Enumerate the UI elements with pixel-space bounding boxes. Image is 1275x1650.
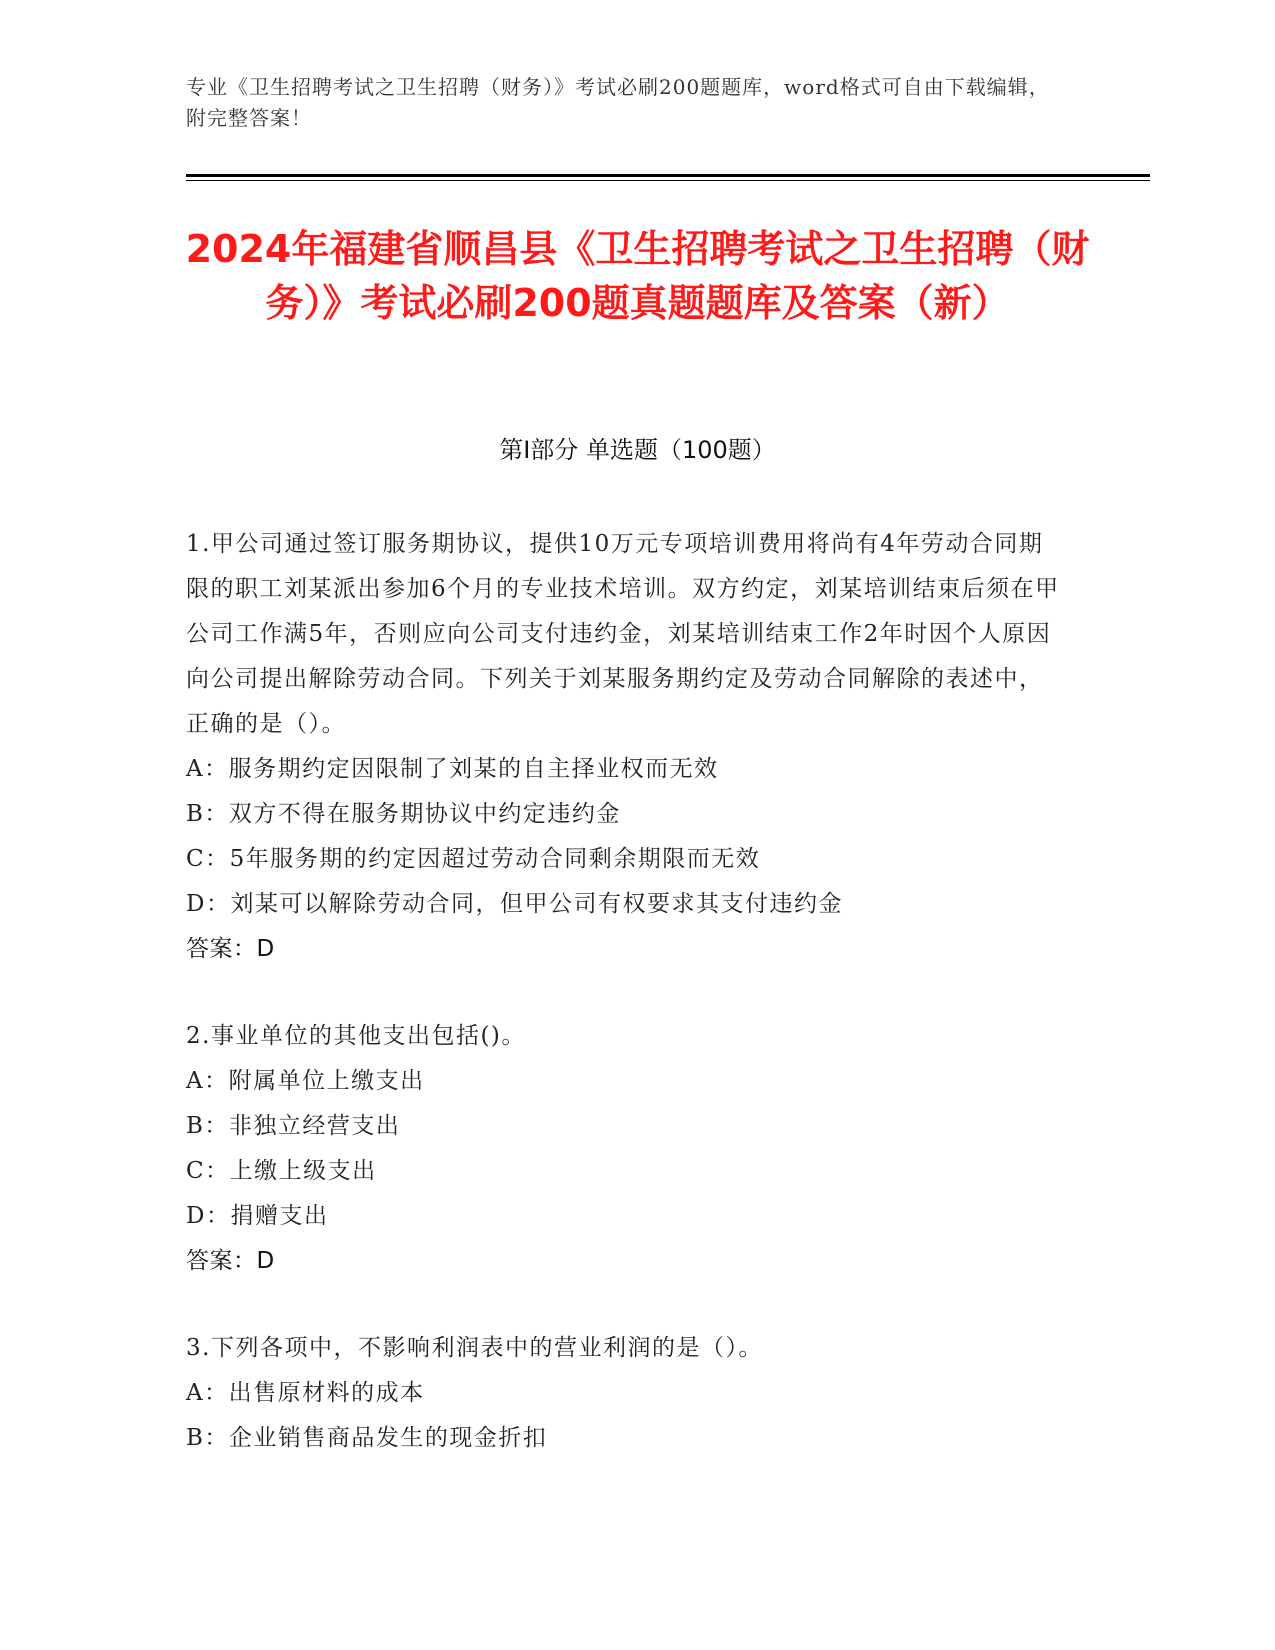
header-note: 专业《卫生招聘考试之卫生招聘（财务）》考试必刷200题题库，word格式可自由下载编辑，附完整答案！ (186, 75, 1050, 130)
option-d: D：刘某可以解除劳动合同，但甲公司有权要求其支付违约金 (186, 891, 843, 917)
option-c: C：5年服务期的约定因超过劳动合同剩余期限而无效 (186, 846, 761, 872)
option-a: A：服务期约定因限制了刘某的自主择业权而无效 (186, 756, 719, 782)
option-a: A：出售原材料的成本 (186, 1380, 425, 1406)
question-stem: 3.下列各项中，不影响利润表中的营业利润的是（）。 (186, 1335, 763, 1361)
question-2 (186, 1014, 1066, 1284)
question-stem: 2.事业单位的其他支出包括()。 (186, 1023, 526, 1049)
option-b: B：双方不得在服务期协议中约定违约金 (186, 801, 621, 827)
option-b: B：非独立经营支出 (186, 1113, 401, 1139)
section-title: 第Ⅰ部分 单选题（100题） (499, 436, 776, 464)
answer: 答案：D (186, 936, 275, 962)
question-stem: 1.甲公司通过签订服务期协议，提供10万元专项培训费用将尚有4年劳动合同期限的职工刘某派出参加6个月的专业技术培训。双方约定，刘某培训结束后须在甲公司工作满5年，否则应向公司支付违约金，刘某培训结束工作2年时因个人原因向公司提出解除劳动合同。下列关于刘某服务期约定及劳动合同解除的表述中，正确的是（）。 (186, 531, 1060, 737)
question-3 (186, 1326, 1066, 1461)
option-c: C：上缴上级支出 (186, 1158, 377, 1184)
option-a: A：附属单位上缴支出 (186, 1068, 425, 1094)
option-d: D：捐赠支出 (186, 1203, 329, 1229)
header-rule-thick (186, 174, 1150, 177)
question-1 (186, 522, 1066, 972)
answer: 答案：D (186, 1248, 275, 1274)
option-b: B：企业销售商品发生的现金折扣 (186, 1425, 548, 1451)
header-rule-thin (186, 180, 1150, 181)
question-list (186, 522, 1066, 1503)
document-title: 2024年福建省顺昌县《卫生招聘考试之卫生招聘（财务）》考试必刷200题真题题库及答案（新） (185, 227, 1090, 325)
